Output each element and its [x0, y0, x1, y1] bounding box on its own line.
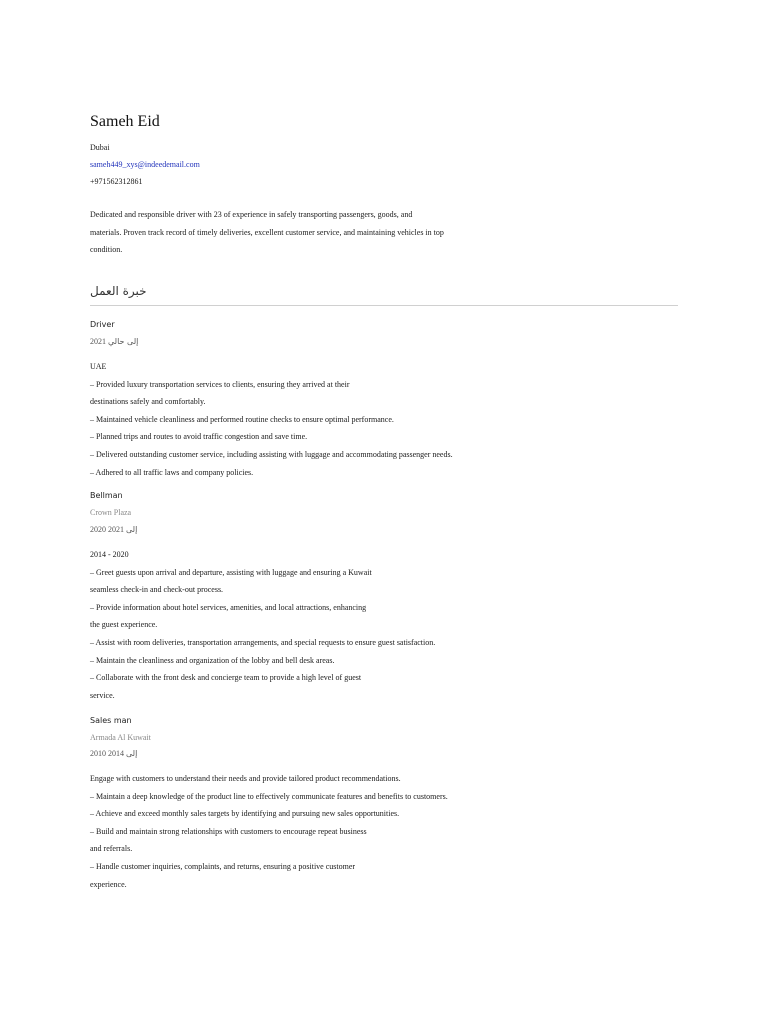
job-title-sales-man: Sales man: [90, 716, 132, 725]
job-details-bellman: [90, 546, 678, 704]
professional-summary: [90, 206, 490, 259]
job-line: and referrals.: [90, 844, 133, 854]
job-dates-years: 2020 2021: [90, 525, 124, 534]
summary-line: Dedicated and responsible driver with 23 of experience in safely transporting passengers, goods, and: [90, 210, 413, 219]
job-line: experience.: [90, 879, 127, 889]
job-dates-years: 2021: [90, 337, 106, 346]
job-line: – Planned trips and routes to avoid traffic congestion and save time.: [90, 432, 308, 442]
job-line: – Adhered to all traffic laws and company policies.: [90, 467, 254, 477]
job-company: Armada Al Kuwait: [90, 733, 151, 742]
email-link[interactable]: sameh449_xys@indeedemail.com: [90, 160, 200, 169]
phone-number: +971562312861: [90, 177, 143, 186]
job-dates: [90, 748, 137, 760]
job-line: – Provide information about hotel services, amenities, and local attractions, enhancing: [90, 602, 367, 612]
job-line: – Maintain a deep knowledge of the product line to effectively communicate features and benefits to customers.: [90, 791, 448, 801]
job-company: Crown Plaza: [90, 508, 132, 517]
work-experience-heading: خبرة العمل: [90, 284, 147, 298]
summary-line: condition.: [90, 245, 123, 254]
job-dates: [90, 524, 137, 536]
job-line: – Maintained vehicle cleanliness and performed routine checks to ensure optimal performance.: [90, 414, 394, 424]
job-line: – Maintain the cleanliness and organization of the lobby and bell desk areas.: [90, 655, 335, 665]
job-line: destinations safely and comfortably.: [90, 397, 206, 407]
job-title-bellman: Bellman: [90, 491, 123, 500]
job-dates-arabic: إلى حالي: [108, 337, 139, 346]
candidate-name: Sameh Eid: [90, 113, 160, 130]
job-line: – Collaborate with the front desk and concierge team to provide a high level of guest: [90, 673, 362, 683]
job-line: – Handle customer inquiries, complaints, and returns, ensuring a positive customer: [90, 861, 356, 871]
job-dates-arabic: إلى: [126, 749, 138, 758]
job-details-sales-man: [90, 770, 678, 893]
job-title-driver: Driver: [90, 320, 115, 329]
job-line: UAE: [90, 362, 107, 371]
job-dates-years: 2010 2014: [90, 749, 124, 758]
job-line: seamless check-in and check-out process.: [90, 585, 224, 595]
job-line: – Achieve and exceed monthly sales targets by identifying and pursuing new sales opportunities.: [90, 809, 400, 819]
job-line: 2014 - 2020: [90, 550, 129, 559]
job-line: – Provided luxury transportation services to clients, ensuring they arrived at their: [90, 379, 350, 389]
job-dates-arabic: إلى: [126, 525, 138, 534]
job-line: – Delivered outstanding customer service, including assisting with luggage and accommodating passenger needs.: [90, 449, 453, 459]
location: Dubai: [90, 143, 110, 152]
job-line: Engage with customers to understand their needs and provide tailored product recommendations.: [90, 774, 401, 783]
job-dates: [90, 336, 138, 348]
job-line: – Greet guests upon arrival and departure, assisting with luggage and ensuring a Kuwait: [90, 567, 372, 577]
job-line: – Build and maintain strong relationships with customers to encourage repeat business: [90, 826, 367, 836]
job-line: – Assist with room deliveries, transportation arrangements, and special requests to ensure guest satisfaction.: [90, 637, 436, 647]
summary-line: materials. Proven track record of timely deliveries, excellent customer service, and maintaining vehicles in top: [90, 227, 444, 237]
job-line: the guest experience.: [90, 620, 158, 630]
job-line: service.: [90, 690, 115, 700]
section-divider: [90, 305, 678, 306]
job-details-driver: [90, 358, 678, 481]
